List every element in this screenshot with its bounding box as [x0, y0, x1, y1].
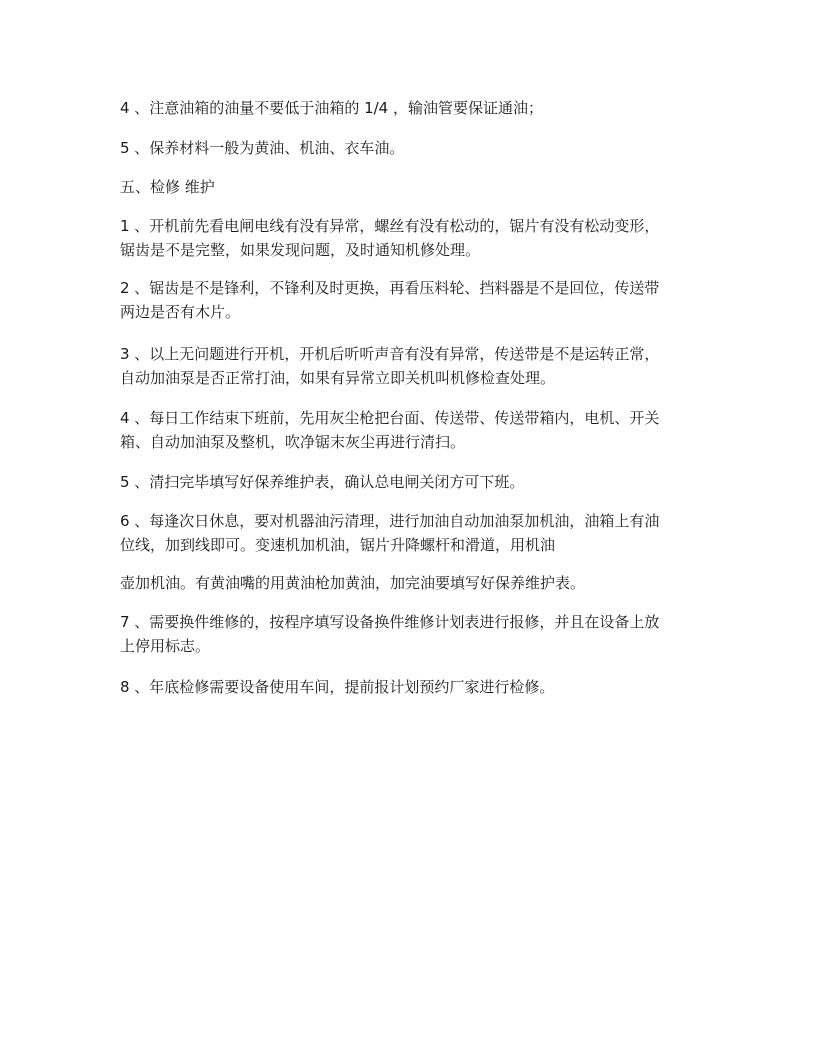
paragraph-step-4 — [120, 406, 700, 454]
paragraph-step-1 — [120, 214, 700, 262]
paragraph-step-2 — [120, 276, 700, 324]
text-line: 两边是否有木片。 — [120, 303, 241, 321]
paragraph-step-6 — [120, 509, 700, 557]
text-line: 位线，加到线即可。变速机加机油，锯片升降螺杆和滑道，用机油 — [120, 536, 556, 554]
text-line: 锯齿是不是完整，如果发现问题，及时通知机修处理。 — [120, 241, 481, 259]
text-line: 5 、保养材料一般为黄油、机油、衣车油。 — [120, 139, 405, 157]
text-line: 8 、年底检修需要设备使用车间，提前报计划预约厂家进行检修。 — [120, 678, 555, 696]
text-line: 4 、每日工作结束下班前，先用灰尘枪把台面、传送带、传送带箱内，电机、开关 — [120, 409, 660, 427]
text-line: 上停用标志。 — [120, 637, 211, 655]
heading-text: 五、检修 维护 — [120, 178, 215, 196]
text-line: 5 、清扫完毕填写好保养维护表，确认总电闸关闭方可下班。 — [120, 473, 525, 491]
text-line: 自动加油泵是否正常打油，如果有异常立即关机叫机修检查处理。 — [120, 369, 556, 387]
paragraph-step-7 — [120, 610, 700, 658]
text-line: 壶加机油。有黄油嘴的用黄油枪加黄油，加完油要填写好保养维护表。 — [120, 574, 586, 592]
text-line: 4 、注意油箱的油量不要低于油箱的 1/4 ，输油管要保证通油； — [120, 99, 543, 117]
section-heading-maintenance — [120, 175, 700, 199]
paragraph-step-8 — [120, 675, 700, 699]
text-line: 7 、需要换件维修的，按程序填写设备换件维修计划表进行报修，并且在设备上放 — [120, 613, 660, 631]
text-line: 2 、锯齿是不是锋利，不锋利及时更换，再看压料轮、挡料器是不是回位，传送带 — [120, 279, 660, 297]
paragraph-item-5-materials — [120, 136, 700, 160]
text-line: 3 、以上无问题进行开机，开机后听听声音有没有异常，传送带是不是运转正常， — [120, 345, 660, 363]
text-line: 箱、自动加油泵及整机，吹净锯末灰尘再进行清扫。 — [120, 433, 466, 451]
paragraph-item-4-oil-tank — [120, 96, 700, 120]
paragraph-step-3 — [120, 342, 700, 390]
paragraph-step-5 — [120, 470, 700, 494]
text-line: 6 、每逢次日休息，要对机器油污清理，进行加油自动加油泵加机油，油箱上有油 — [120, 512, 660, 530]
text-line: 1 、开机前先看电闸电线有没有异常，螺丝有没有松动的，锯片有没有松动变形， — [120, 217, 660, 235]
paragraph-step-6-continued — [120, 571, 700, 595]
